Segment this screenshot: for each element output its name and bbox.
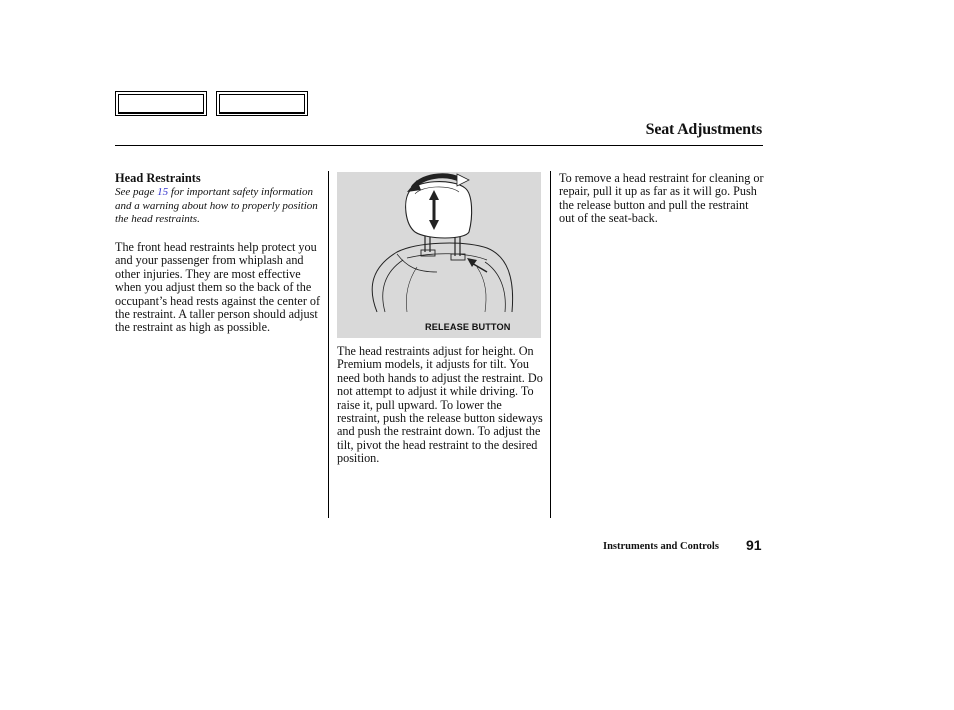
note-suffix: for important safety information and a warning about how to properly position the head restraints. <box>115 186 318 226</box>
column-divider-1 <box>328 171 329 518</box>
page-link[interactable]: 15 <box>157 186 169 199</box>
nav-button-previous[interactable] <box>115 91 207 116</box>
header-rule <box>115 145 763 146</box>
footer-section-title: Instruments and Controls <box>603 541 719 552</box>
middle-column <box>337 345 547 466</box>
note-prefix: See page <box>115 186 158 199</box>
column-divider-2 <box>550 171 551 518</box>
head-restraint-figure <box>337 172 541 338</box>
safety-note <box>115 186 325 227</box>
nav-button-next[interactable] <box>216 91 308 116</box>
section-heading: Head Restraints <box>115 171 201 185</box>
page-number: 91 <box>746 537 762 553</box>
release-button-label: RELEASE BUTTON <box>425 322 511 332</box>
intro-paragraph: The front head restraints help protect you and your passenger from whiplash and other injuries. They are most effective when you adjust them so the back of the occupant’s head rests against the center of the restraint. A taller person should adjust the restraint as high as possible. <box>115 239 321 335</box>
adjustment-paragraph: The head restraints adjust for height. On Premium models, it adjusts for tilt. You need both hands to adjust the restraint. Do not attempt to adjust it while driving. To raise it, pull upward. To lower the restraint, push the release button sideways and push the restraint down. To adjust the tilt, pivot the head restraint to the desired position. <box>337 344 543 466</box>
left-column <box>115 172 325 335</box>
removal-paragraph: To remove a head restraint for cleaning or repair, pull it up as far as it will go. Push the release button and pull the restraint out of the seat-back. <box>559 171 764 226</box>
right-column <box>559 172 764 226</box>
page-title: Seat Adjustments <box>645 121 762 138</box>
head-restraint-illustration-icon <box>337 172 541 338</box>
